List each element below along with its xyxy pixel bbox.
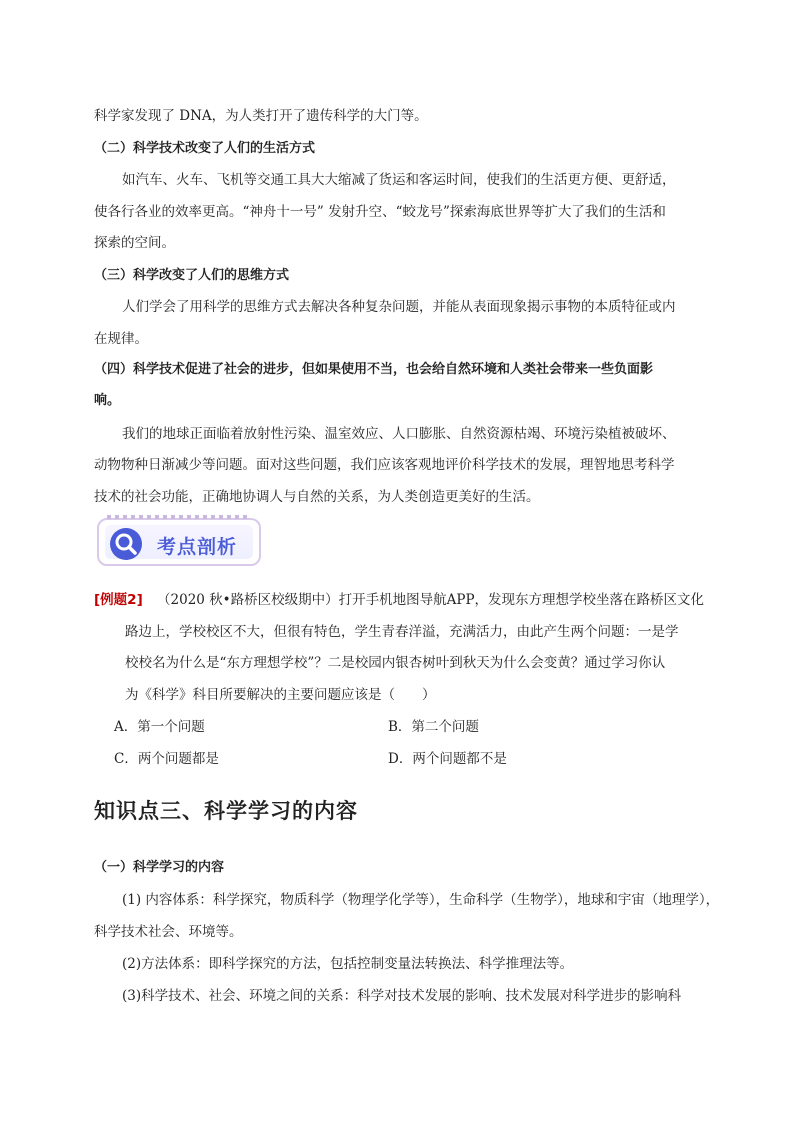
example-text: （2020 秋•路桥区校级期中）打开手机地图导航APP，发现东方理想学校坐落在路桥区文化 — [157, 592, 705, 608]
section-title: （三）科学改变了人们的思维方式 — [94, 268, 290, 283]
paragraph-line: 科学家发现了 DNA，为人类打开了遗传科学的大门等。 — [94, 108, 428, 124]
knowledge-heading: 知识点三、科学学习的内容 — [94, 799, 358, 823]
paragraph-line: 使各行各业的效率更高。“神舟十一号” 发射升空、“蛟龙号”探索海底世界等扩大了我们的生活和 — [94, 204, 666, 220]
paragraph-line: 探索的空间。 — [94, 235, 175, 251]
paragraph-line: 人们学会了用科学的思维方式去解决各种复杂问题，并能从表面现象揭示事物的本质特征或内 — [122, 299, 676, 315]
paragraph-line: (3)科学技术、社会、环境之间的关系：科学对技术发展的影响、技术发展对科学进步的影响科 — [122, 988, 682, 1004]
example-line: 路边上，学校校区不大，但很有特色，学生青春洋溢，充满活力，由此产生两个问题：一是学 — [125, 624, 679, 640]
badge-label: 考点剖析 — [157, 536, 238, 558]
paragraph-line: 我们的地球正面临着放射性污染、温室效应、人口膨胀、自然资源枯竭、环境污染植被破坏、 — [122, 426, 676, 442]
example-line: 为《科学》科目所要解决的主要问题应该是（ ） — [125, 687, 436, 703]
paragraph-line: 科学技术社会、环境等。 — [94, 924, 243, 940]
paragraph-line: 如汽车、火车、飞机等交通工具大大缩减了货运和客运时间，使我们的生活更方便、更舒适， — [122, 172, 676, 188]
option-b: B．第二个问题 — [388, 719, 479, 735]
magnifier-icon — [109, 527, 143, 561]
badge-decoration — [107, 515, 251, 519]
example-line — [94, 588, 704, 608]
subsection-title: （一）科学学习的内容 — [94, 860, 225, 875]
example-line: 校校名为什么是“东方理想学校”？二是校园内银杏树叶到秋天为什么会变黄？通过学习你认 — [125, 655, 666, 671]
paragraph-line: (1) 内容体系：科学探究，物质科学（物理学化学等），生命科学（生物学），地球和宇宙（地理学）， — [122, 892, 720, 908]
section-title: 响。 — [94, 393, 121, 408]
example-tag: [例题2] — [94, 592, 143, 608]
section-title: （四）科学技术促进了社会的进步，但如果使用不当，也会给自然环境和人类社会带来一些负面影 — [94, 362, 654, 377]
paragraph-line: 动物物种日渐减少等问题。面对这些问题，我们应该客观地评价科学技术的发展，理智地思考科学 — [94, 457, 675, 473]
paragraph-line: (2)方法体系：即科学探究的方法，包括控制变量法转换法、科学推理法等。 — [122, 956, 574, 972]
section-title: （二）科学技术改变了人们的生活方式 — [94, 141, 316, 156]
option-a: A．第一个问题 — [114, 719, 205, 735]
paragraph-line: 在规律。 — [94, 331, 148, 347]
exam-point-badge — [97, 518, 261, 566]
option-c: C．两个问题都是 — [114, 751, 219, 767]
option-d: D．两个问题都不是 — [388, 751, 507, 767]
paragraph-line: 技术的社会功能，正确地协调人与自然的关系，为人类创造更美好的生活。 — [94, 489, 540, 505]
